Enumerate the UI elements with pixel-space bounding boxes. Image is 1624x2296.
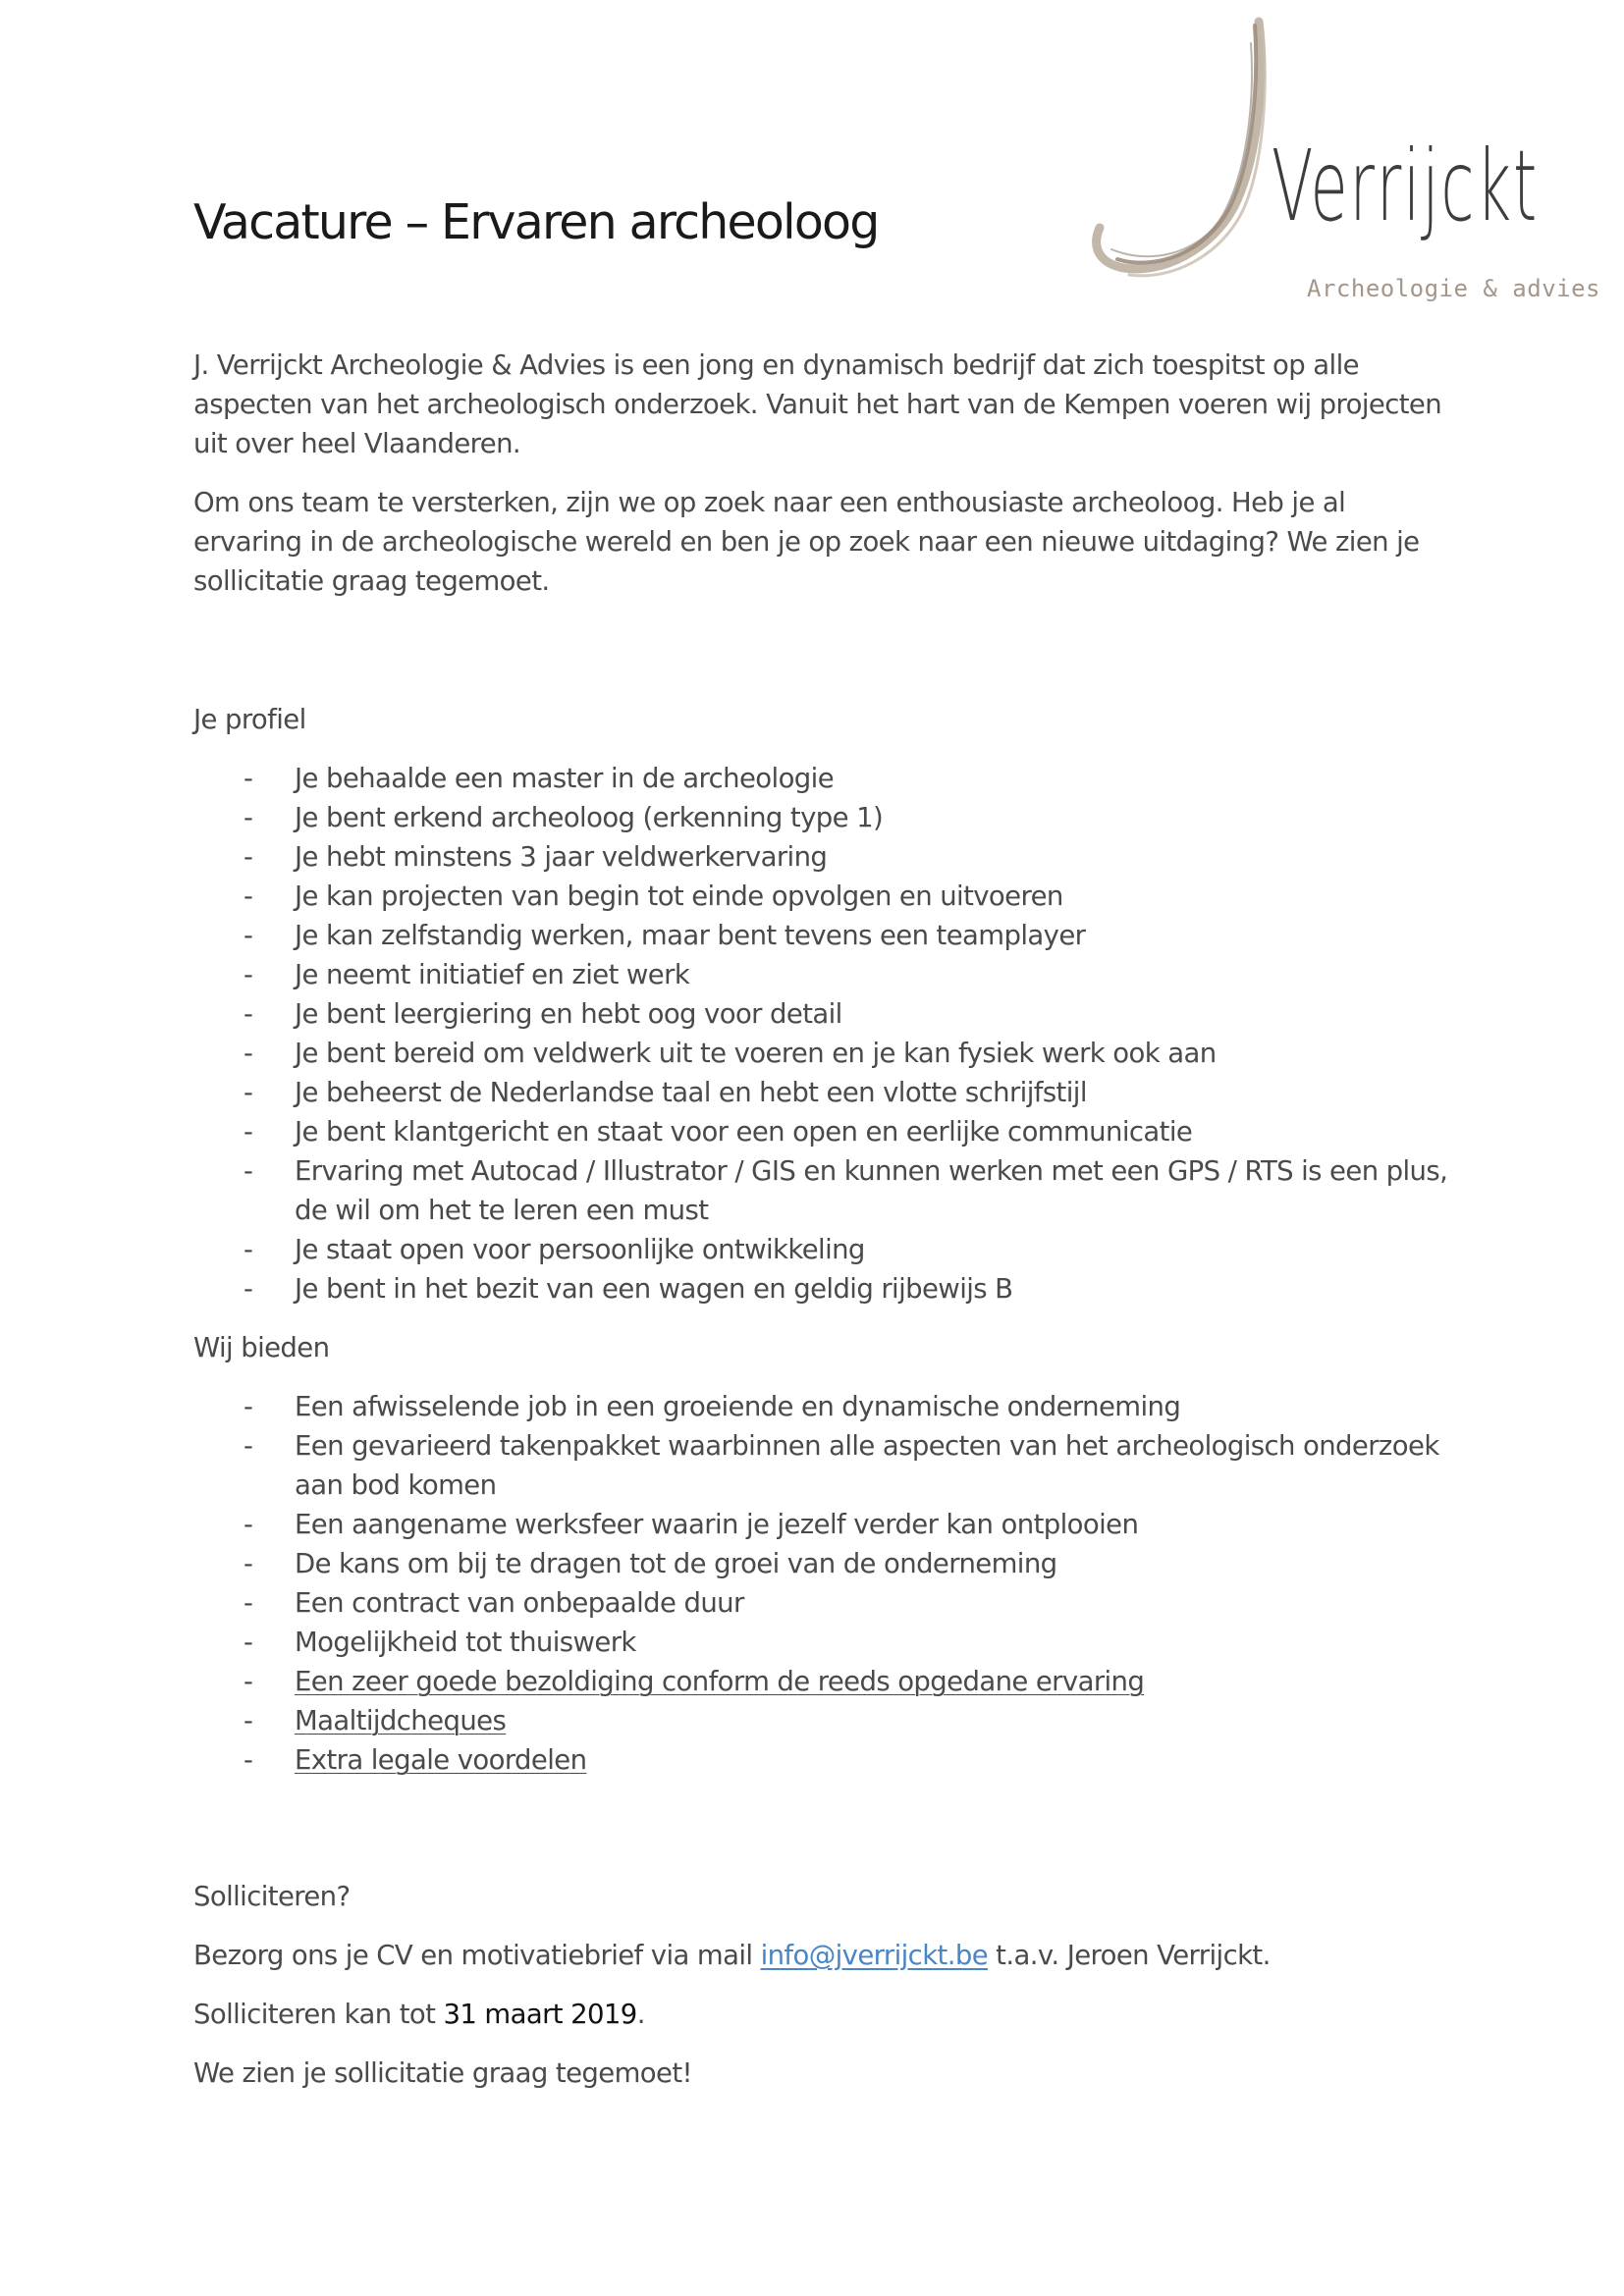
- dash-bullet: -: [244, 1391, 253, 1422]
- logo-wordmark: Verrijckt: [1272, 129, 1540, 243]
- list-item-text: Een afwisselende job in een groeiende en dynamische onderneming: [295, 1391, 1181, 1422]
- list-item-text: Maaltijdcheques: [295, 1705, 507, 1736]
- list-item-text: Extra legale voordelen: [295, 1744, 587, 1776]
- list-item: [193, 1269, 1455, 1308]
- dash-bullet: -: [244, 1273, 253, 1305]
- list-item: [193, 1151, 1455, 1230]
- dash-bullet: -: [244, 959, 253, 990]
- list-item-text: Je kan projecten van begin tot einde opvolgen en uitvoeren: [295, 881, 1063, 912]
- list-item-text: Je bent bereid om veldwerk uit te voeren en je kan fysiek werk ook aan: [295, 1038, 1217, 1069]
- dash-bullet: -: [244, 1509, 253, 1540]
- list-item-text: Een zeer goede bezoldiging conform de reeds opgedane ervaring: [295, 1666, 1145, 1697]
- list-item: [193, 1073, 1455, 1112]
- list-item: [193, 1701, 1455, 1740]
- list-item: [193, 1034, 1455, 1073]
- dash-bullet: -: [244, 1077, 253, 1108]
- company-logo: [1090, 14, 1600, 302]
- page-title: Vacature – Ervaren archeoloog: [193, 194, 879, 250]
- section-heading-apply: Solliciteren?: [193, 1881, 351, 1912]
- list-item: [193, 1387, 1455, 1426]
- logo-tagline: Archeologie & advies: [1307, 275, 1600, 302]
- contact-suffix: t.a.v. Jeroen Verrijckt.: [988, 1940, 1271, 1971]
- list-item-text: Je behaalde een master in de archeologie: [295, 763, 835, 794]
- dash-bullet: -: [244, 1234, 253, 1265]
- dash-bullet: -: [244, 1744, 253, 1776]
- list-item: [193, 955, 1455, 994]
- list-item-text: Je staat open voor persoonlijke ontwikkeling: [295, 1234, 865, 1265]
- list-item: [193, 759, 1455, 798]
- list-item-text: Een gevarieerd takenpakket waarbinnen alle aspecten van het archeologisch onderzoek aan bod komen: [295, 1430, 1439, 1501]
- list-item: [193, 1583, 1455, 1623]
- dash-bullet: -: [244, 802, 253, 833]
- email-link[interactable]: info@jverrijckt.be: [760, 1940, 989, 1971]
- dash-bullet: -: [244, 1587, 253, 1619]
- list-item-text: Je bent in het bezit van een wagen en geldig rijbewijs B: [295, 1273, 1013, 1305]
- list-item: [193, 1623, 1455, 1662]
- list-item: [193, 916, 1455, 955]
- deadline-date: 31 maart 2019: [443, 1999, 637, 2030]
- list-item-text: Een contract van onbepaalde duur: [295, 1587, 744, 1619]
- profile-list: [193, 759, 1455, 1308]
- dash-bullet: -: [244, 841, 253, 873]
- contact-line: [193, 1936, 1455, 1975]
- list-item-text: Je neemt initiatief en ziet werk: [295, 959, 690, 990]
- section-heading-offer: Wij bieden: [193, 1332, 330, 1363]
- list-item-text: De kans om bij te dragen tot de groei van de onderneming: [295, 1548, 1057, 1579]
- list-item: [193, 994, 1455, 1034]
- list-item-text: Je bent erkend archeoloog (erkenning type 1): [295, 802, 884, 833]
- list-item-text: Je kan zelfstandig werken, maar bent tevens een teamplayer: [295, 920, 1086, 951]
- list-item-text: Mogelijkheid tot thuiswerk: [295, 1627, 636, 1658]
- list-item-text: Je hebt minstens 3 jaar veldwerkervaring: [295, 841, 828, 873]
- list-item-text: Je bent klantgericht en staat voor een open en eerlijke communicatie: [295, 1116, 1193, 1148]
- dash-bullet: -: [244, 1548, 253, 1579]
- dash-bullet: -: [244, 1666, 253, 1697]
- list-item: [193, 1505, 1455, 1544]
- list-item: [193, 877, 1455, 916]
- offer-list: [193, 1387, 1455, 1780]
- list-item: [193, 1740, 1455, 1780]
- intro-paragraph: J. Verrijckt Archeologie & Advies is een jong en dynamisch bedrijf dat zich toespitst op alle aspecten van het archeologisch onderzoek. Vanuit het hart van de Kempen voeren wij projecten uit over heel Vlaanderen.: [193, 349, 1442, 459]
- list-item: [193, 1230, 1455, 1269]
- dash-bullet: -: [244, 1627, 253, 1658]
- contact-prefix: Bezorg ons je CV en motivatiebrief via mail: [193, 1940, 761, 1971]
- list-item-text: Je beheerst de Nederlandse taal en hebt een vlotte schrijfstijl: [295, 1077, 1087, 1108]
- dash-bullet: -: [244, 1705, 253, 1736]
- dash-bullet: -: [244, 1116, 253, 1148]
- document-body: [193, 346, 1455, 2093]
- list-item: [193, 1544, 1455, 1583]
- list-item: [193, 1112, 1455, 1151]
- dash-bullet: -: [244, 1038, 253, 1069]
- deadline-prefix: Solliciteren kan tot: [193, 1999, 444, 2030]
- list-item: [193, 1426, 1455, 1505]
- dash-bullet: -: [244, 998, 253, 1030]
- list-item-text: Ervaring met Autocad / Illustrator / GIS en kunnen werken met een GPS / RTS is een plus, de wil om het te leren een must: [295, 1155, 1448, 1226]
- deadline-line: [193, 1995, 1455, 2034]
- list-item-text: Je bent leergiering en hebt oog voor detail: [295, 998, 842, 1030]
- dash-bullet: -: [244, 1155, 253, 1187]
- deadline-suffix: .: [636, 1999, 645, 2030]
- list-item: [193, 1662, 1455, 1701]
- list-item: [193, 837, 1455, 877]
- dash-bullet: -: [244, 881, 253, 912]
- section-heading-profile: Je profiel: [193, 704, 306, 735]
- dash-bullet: -: [244, 1430, 253, 1462]
- list-item: [193, 798, 1455, 837]
- intro-paragraph: Om ons team te versterken, zijn we op zoek naar een enthousiaste archeoloog. Heb je al ervaring in de archeologische wereld en ben je op zoek naar een nieuwe uitdaging? We zien je sollicitatie graag tegemoet.: [193, 487, 1420, 597]
- dash-bullet: -: [244, 920, 253, 951]
- list-item-text: Een aangename werksfeer waarin je jezelf verder kan ontplooien: [295, 1509, 1139, 1540]
- closing-line: We zien je sollicitatie graag tegemoet!: [193, 2057, 692, 2089]
- dash-bullet: -: [244, 763, 253, 794]
